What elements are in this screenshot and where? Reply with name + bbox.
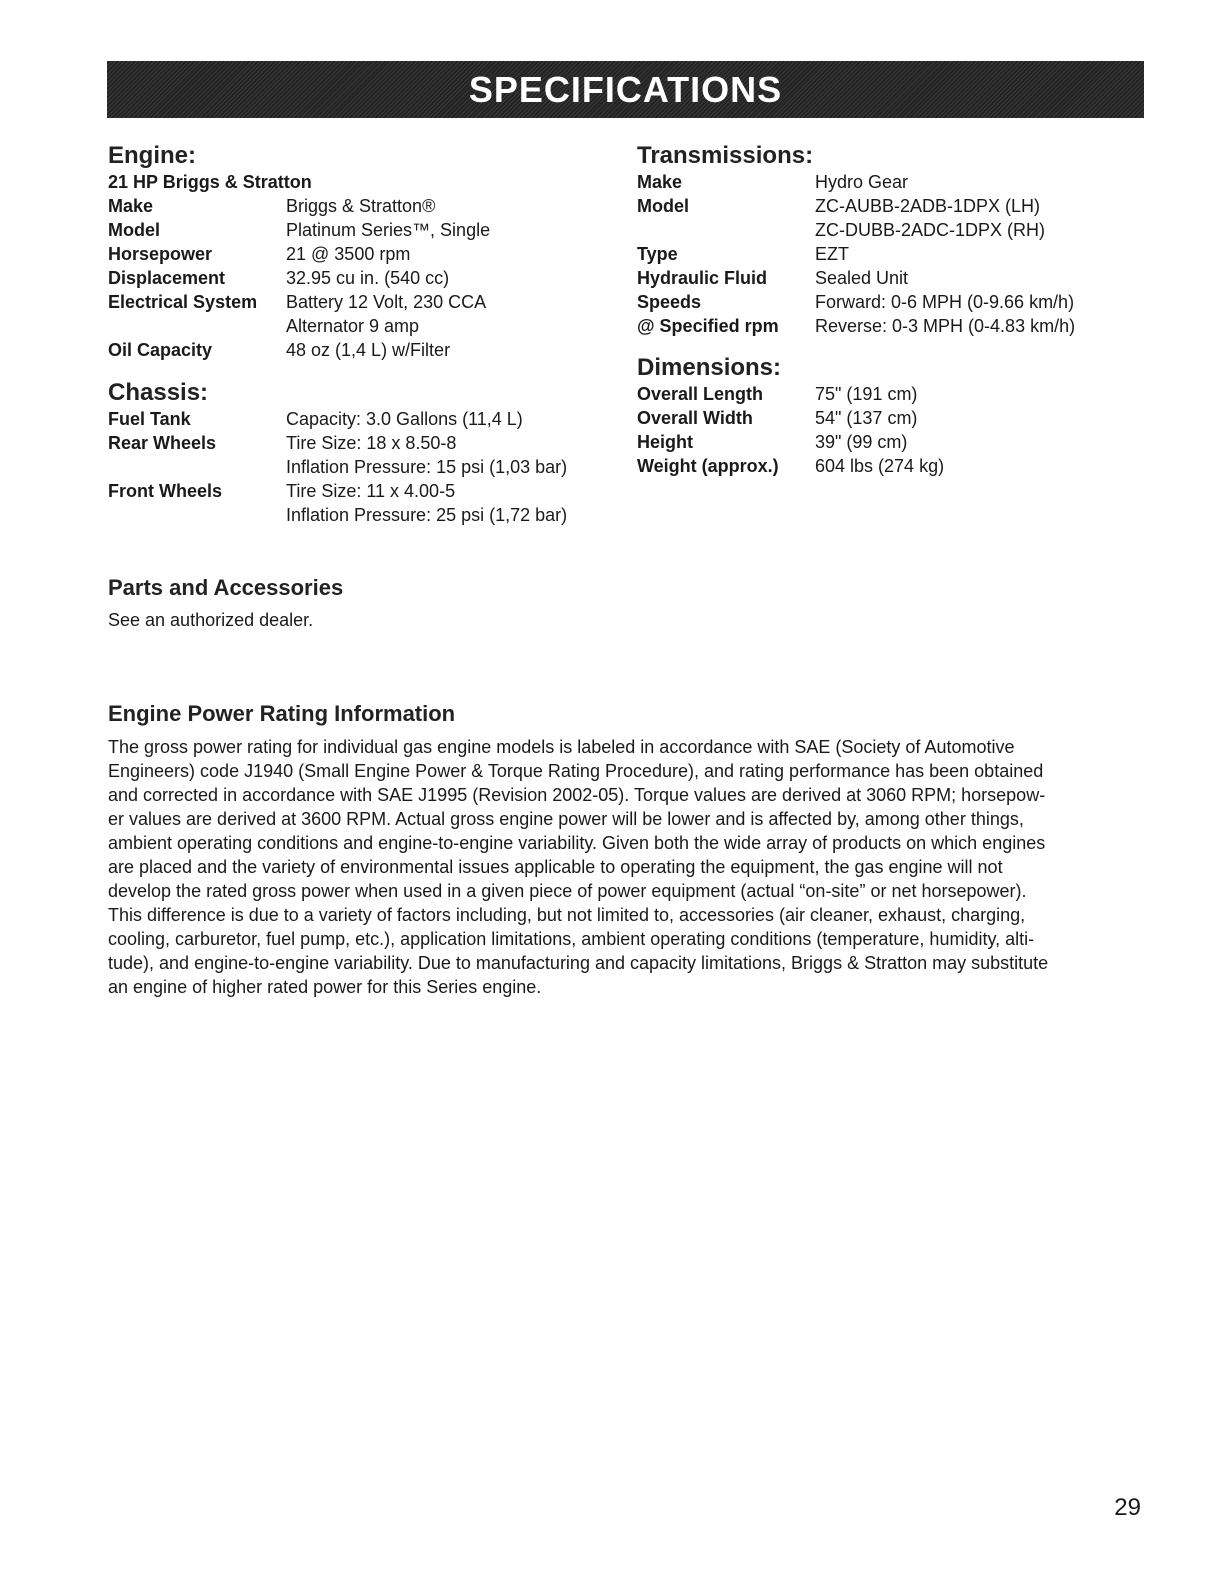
- spec-value: Inflation Pressure: 15 psi (1,03 bar): [286, 457, 568, 477]
- spec-row: [637, 454, 1157, 478]
- engine-heading: Engine:: [108, 142, 196, 169]
- paragraph-line: er values are derived at 3600 RPM. Actual gross engine power will be lower and is affected by, among other things,: [108, 809, 1024, 829]
- spec-value: 32.95 cu in. (540 cc): [286, 268, 450, 288]
- spec-value: 39" (99 cm): [815, 432, 908, 452]
- spec-row: [637, 406, 1157, 430]
- spec-value: 75" (191 cm): [815, 384, 918, 404]
- spec-label: Oil Capacity: [108, 340, 213, 360]
- spec-row: [637, 430, 1157, 454]
- spec-row: [108, 266, 608, 290]
- transmissions-heading: Transmissions:: [637, 142, 814, 169]
- spec-row: [108, 242, 608, 266]
- spec-value: EZT: [815, 244, 849, 264]
- paragraph-line: Engineers) code J1940 (Small Engine Power & Torque Rating Procedure), and rating performance has been obtained: [108, 761, 1044, 781]
- right-column: [637, 142, 1157, 478]
- paragraph-line: This difference is due to a variety of factors including, but not limited to, accessories (air cleaner, exhaust, charging,: [108, 905, 1026, 925]
- spec-row: [637, 382, 1157, 406]
- spec-label: Front Wheels: [108, 481, 223, 501]
- spec-label: @ Specified rpm: [637, 316, 779, 336]
- spec-label: Overall Length: [637, 384, 764, 404]
- paragraph-line: are placed and the variety of environmental issues applicable to operating the equipment, the gas engine will not: [108, 857, 1003, 877]
- spec-label: Make: [108, 196, 154, 216]
- spec-row: [108, 338, 608, 362]
- spec-label: Weight (approx.): [637, 456, 779, 476]
- parts-text: See an authorized dealer.: [108, 610, 314, 630]
- power-rating-paragraph: [108, 735, 1148, 999]
- spec-value: Platinum Series™, Single: [286, 220, 491, 240]
- spec-row: [108, 194, 608, 218]
- spec-value: 604 lbs (274 kg): [815, 456, 945, 476]
- spec-value: Inflation Pressure: 25 psi (1,72 bar): [286, 505, 568, 525]
- spec-row: [108, 218, 608, 242]
- spec-row: [637, 194, 1157, 242]
- spec-value: ZC-AUBB-2ADB-1DPX (LH): [815, 196, 1041, 216]
- chassis-specs: [108, 407, 608, 527]
- spec-value: Capacity: 3.0 Gallons (11,4 L): [286, 409, 523, 429]
- spec-label: Overall Width: [637, 408, 753, 428]
- spec-value: Tire Size: 11 x 4.00-5: [286, 481, 456, 501]
- paragraph-line: ambient operating conditions and engine-to-engine variability. Given both the wide array of products on which engines: [108, 833, 1046, 853]
- spec-label: Make: [637, 172, 683, 192]
- paragraph-line: The gross power rating for individual gas engine models is labeled in accordance with SAE (Society of Automotive: [108, 737, 1015, 757]
- spec-value: Sealed Unit: [815, 268, 909, 288]
- spec-value: Briggs & Stratton®: [286, 196, 436, 216]
- paragraph-line: cooling, carburetor, fuel pump, etc.), application limitations, ambient operating conditions (temperature, humidity, alti-: [108, 929, 1035, 949]
- page-number: 29: [1114, 1494, 1141, 1521]
- spec-value: Forward: 0-6 MPH (0-9.66 km/h): [815, 292, 1075, 312]
- spec-value: 21 @ 3500 rpm: [286, 244, 411, 264]
- paragraph-line: and corrected in accordance with SAE J1995 (Revision 2002-05). Torque values are derived at 3060 RPM; horsepow-: [108, 785, 1046, 805]
- spec-value: 48 oz (1,4 L) w/Filter: [286, 340, 451, 360]
- spec-row: [637, 314, 1157, 338]
- spec-row: [637, 290, 1157, 314]
- paragraph-line: develop the rated gross power when used in a given piece of power equipment (actual “on-site” or net horsepower).: [108, 881, 1027, 901]
- power-rating-section: [108, 700, 1148, 999]
- spec-row: [108, 431, 608, 479]
- spec-value: Alternator 9 amp: [286, 316, 420, 336]
- paragraph-line: an engine of higher rated power for this Series engine.: [108, 977, 542, 997]
- spec-value: Hydro Gear: [815, 172, 909, 192]
- spec-label: Model: [108, 220, 160, 240]
- spec-row: [108, 290, 608, 338]
- spec-label: Model: [637, 196, 689, 216]
- spec-label: Type: [637, 244, 678, 264]
- chassis-heading: Chassis:: [108, 379, 209, 406]
- engine-specs: [108, 194, 608, 362]
- spec-value: Battery 12 Volt, 230 CCA: [286, 292, 487, 312]
- transmissions-specs: [637, 170, 1157, 338]
- parts-heading: Parts and Accessories: [108, 575, 344, 600]
- dimensions-heading: Dimensions:: [637, 354, 782, 381]
- spec-label: Horsepower: [108, 244, 213, 264]
- paragraph-line: tude), and engine-to-engine variability. Due to manufacturing and capacity limitations, Briggs & Stratton may substitute: [108, 953, 1049, 973]
- spec-label: Fuel Tank: [108, 409, 191, 429]
- parts-section: [108, 574, 1148, 632]
- specifications-banner: [107, 61, 1144, 118]
- power-rating-heading: Engine Power Rating Information: [108, 701, 456, 726]
- spec-row: [637, 170, 1157, 194]
- spec-row: [637, 266, 1157, 290]
- spec-label: Height: [637, 432, 693, 452]
- spec-label: Electrical System: [108, 292, 258, 312]
- spec-value: Tire Size: 18 x 8.50-8: [286, 433, 457, 453]
- page-title: SPECIFICATIONS: [468, 68, 783, 110]
- spec-label: Hydraulic Fluid: [637, 268, 768, 288]
- spec-row: [108, 407, 608, 431]
- spec-label: Speeds: [637, 292, 702, 312]
- spec-value: 54" (137 cm): [815, 408, 918, 428]
- left-column: [108, 142, 608, 527]
- spec-row: [637, 242, 1157, 266]
- dimensions-specs: [637, 382, 1157, 478]
- spec-value: Reverse: 0-3 MPH (0-4.83 km/h): [815, 316, 1076, 336]
- spec-label: Displacement: [108, 268, 226, 288]
- spec-value: ZC-DUBB-2ADC-1DPX (RH): [815, 220, 1046, 240]
- spec-row: [108, 479, 608, 527]
- engine-subheading: 21 HP Briggs & Stratton: [108, 172, 312, 192]
- spec-label: Rear Wheels: [108, 433, 217, 453]
